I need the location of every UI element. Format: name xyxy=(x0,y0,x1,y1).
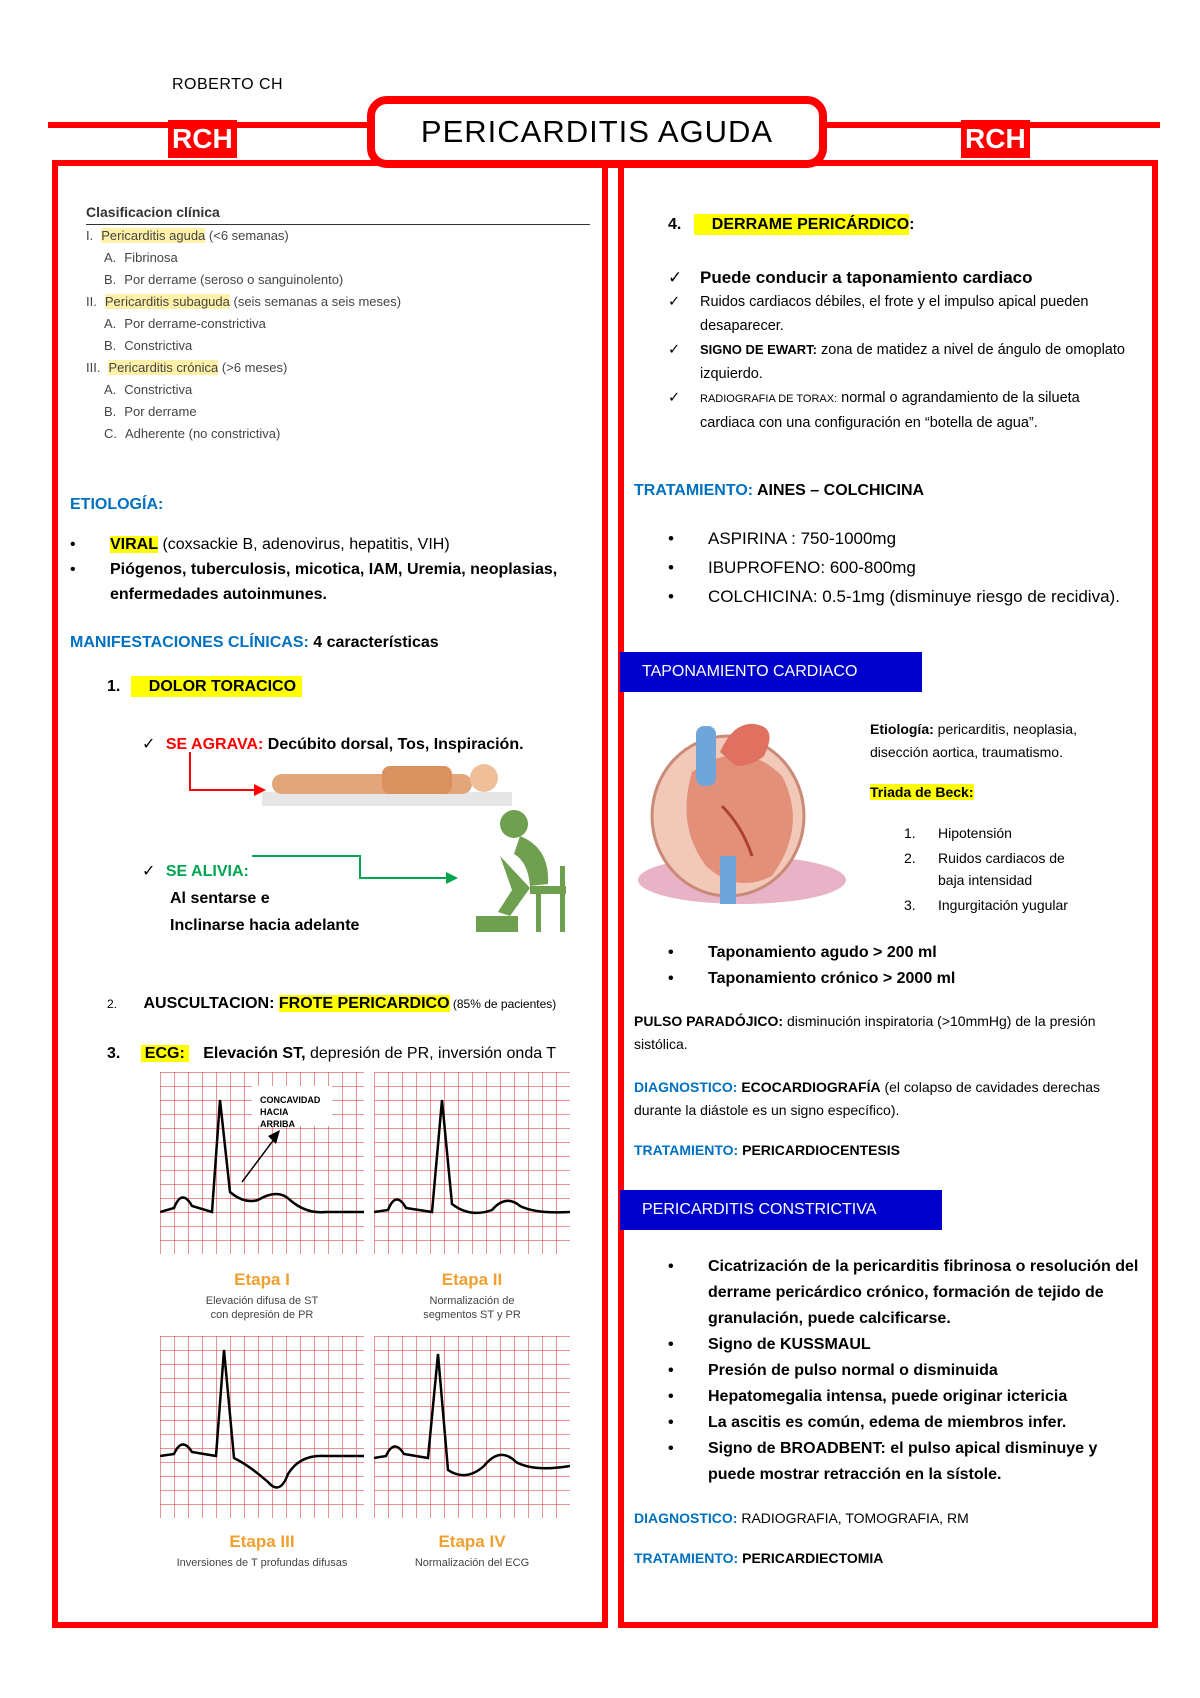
clasificacion-item xyxy=(86,335,590,357)
derrame-item: ✓ Puede conducir a taponamiento cardiaco xyxy=(668,266,1138,290)
clasificacion-item-num: B. xyxy=(104,404,117,419)
etapa-1-label: Etapa I xyxy=(234,1270,290,1289)
etapa-2-label: Etapa II xyxy=(441,1270,503,1289)
etapa-1-desc-line: Elevación difusa de ST xyxy=(205,1295,319,1307)
triada-item xyxy=(904,822,1144,844)
constrictiva-item: • Presión de pulso normal o disminuida xyxy=(668,1358,1148,1384)
sitting-person-illustration xyxy=(470,806,580,936)
ecg-rest: depresión de PR, inversión onda T xyxy=(305,1045,557,1062)
derrame-item: ✓ Ruidos cardiacos débiles, el frote y el impulso apical pueden desaparecer. xyxy=(668,290,1138,338)
ecg-panel-etapa-1 xyxy=(160,1072,364,1254)
ecg-panel-etapa-2 xyxy=(374,1072,570,1254)
taponamiento-bullet: • Taponamiento crónico > 2000 ml xyxy=(668,966,1138,992)
etiologia-item-text: Piógenos, tuberculosis, micotica, IAM, Uremia, neoplasias, enfermedades autoinmunes. xyxy=(110,561,558,603)
tratamiento-item: • IBUPROFENO: 600-800mg xyxy=(668,553,1138,582)
clasificacion-item-text: Pericarditis crónica xyxy=(108,360,219,375)
page-title-box xyxy=(367,96,827,168)
auscultacion xyxy=(107,995,556,1013)
constr-trat-label: TRATAMIENTO: xyxy=(634,1550,739,1566)
clasificacion-box xyxy=(86,200,590,445)
clasificacion-item-num: A. xyxy=(104,250,117,265)
clasificacion-item-rest: (<6 semanas) xyxy=(205,228,289,243)
triada-item-num: 1. xyxy=(904,825,916,841)
etiologia-label: ETIOLOGÍA: xyxy=(70,496,164,513)
constrictiva-item: • Cicatrización de la pericarditis fibrinosa o resolución del derrame pericárdico crónico, formación de tejido de granulación, puede calcificarse. xyxy=(668,1254,1148,1332)
clasificacion-list xyxy=(86,225,590,445)
etapa-2-desc-line: Normalización de xyxy=(429,1295,515,1307)
taponamiento-etiologia xyxy=(870,718,1132,764)
rx-text: normal o agrandamiento de la silueta cardiaca con una configuración en “botella de agua”. xyxy=(700,390,1080,431)
etapa-2-desc-line: segmentos ST y PR xyxy=(423,1309,521,1321)
etapa-3-desc: Inversiones de T profundas difusas xyxy=(176,1557,348,1569)
clasificacion-item xyxy=(86,247,590,269)
clasificacion-item-num: II. xyxy=(86,294,97,309)
taponamiento-bullet: • Taponamiento agudo > 200 ml xyxy=(668,940,1138,966)
clasificacion-item-num: B. xyxy=(104,338,117,353)
clasificacion-item xyxy=(86,313,590,335)
rx-label: RADIOGRAFIA DE TORAX: xyxy=(700,393,838,405)
triada-list xyxy=(904,822,1144,919)
constrictiva-bar: PERICARDITIS CONSTRICTIVA xyxy=(620,1190,942,1230)
diag-bold: ECOCARDIOGRAFÍA xyxy=(737,1079,881,1095)
triada-label: Triada de Beck: xyxy=(870,784,974,800)
ecg-panel-etapa-3 xyxy=(160,1336,364,1518)
etapa-3-label: Etapa III xyxy=(229,1532,295,1551)
clasificacion-item-rest: (seis semanas a seis meses) xyxy=(229,294,402,309)
pulso-label: PULSO PARADÓJICO: xyxy=(634,1013,784,1029)
triada-item-num: 3. xyxy=(904,897,916,913)
manifestaciones-label: MANIFESTACIONES CLÍNICAS: xyxy=(70,634,309,651)
ecg-trace-3 xyxy=(160,1336,364,1518)
pulso-paradojico xyxy=(634,1010,1144,1056)
dolor-toracico xyxy=(107,678,302,696)
triada-item xyxy=(904,847,1144,891)
clasificacion-item xyxy=(86,379,590,401)
clasificacion-item-text: Por derrame-constrictiva xyxy=(124,316,266,331)
tratamiento-value: AINES – COLCHICINA xyxy=(753,482,925,499)
clasificacion-item xyxy=(86,225,590,247)
triada-item-text: Ingurgitación yugular xyxy=(938,897,1068,913)
ecg-trace-4 xyxy=(374,1336,570,1518)
rch-logo-right: RCH xyxy=(961,120,1030,158)
author-name: ROBERTO CH xyxy=(172,76,284,93)
derrame-heading xyxy=(668,216,914,234)
etapa-4-label: Etapa IV xyxy=(438,1532,506,1551)
clasificacion-item-text: Constrictiva xyxy=(124,338,193,353)
etiologia-item xyxy=(70,557,590,607)
triada-label-wrap xyxy=(870,784,974,800)
derrame-num: 4. xyxy=(668,216,682,233)
clasificacion-item-rest: (seroso o sanguinolento) xyxy=(196,272,344,287)
lying-person-illustration xyxy=(262,752,512,810)
clasificacion-item-rest: (>6 meses) xyxy=(218,360,288,375)
tratamiento-list xyxy=(668,524,1138,611)
clasificacion-item-text: Pericarditis aguda xyxy=(101,228,206,243)
taponamiento-diagnostico xyxy=(634,1076,1144,1122)
clasificacion-item-num: C. xyxy=(104,426,117,441)
clasificacion-item-text: Por derrame xyxy=(124,272,197,287)
taponamiento-etiologia-label: Etiología: xyxy=(870,721,934,737)
etiologia-item-text: (coxsackie B, adenovirus, hepatitis, VIH) xyxy=(158,536,450,553)
etapa-4-desc: Normalización del ECG xyxy=(414,1557,530,1569)
triada-item-text: Ruidos cardiacos de baja intensidad xyxy=(938,850,1065,888)
derrame-item xyxy=(668,386,1138,435)
derrame-colon: : xyxy=(909,216,915,233)
constrictiva-item: • Signo de BROADBENT: el pulso apical disminuye y puede mostrar retracción en la sístole. xyxy=(668,1436,1148,1488)
dolor-label: DOLOR TORACICO xyxy=(131,676,302,697)
manifestaciones-rest: 4 características xyxy=(308,634,439,651)
ausc-rest: (85% de pacientes) xyxy=(449,997,557,1011)
clasificacion-item-rest: (no constrictiva) xyxy=(185,426,281,441)
clasificacion-item-text: Por derrame xyxy=(124,404,197,419)
etapa-1-desc xyxy=(160,1294,364,1322)
clasificacion-item-num: III. xyxy=(86,360,101,375)
constrictiva-tratamiento xyxy=(634,1550,883,1566)
clasificacion-item xyxy=(86,269,590,291)
alivia-line: Inclinarse hacia adelante xyxy=(170,917,360,934)
trat-label: TRATAMIENTO: xyxy=(634,1142,739,1158)
constrictiva-diagnostico xyxy=(634,1510,969,1526)
agrava-label: SE AGRAVA: xyxy=(165,736,264,753)
ausc-label: AUSCULTACION: xyxy=(143,995,279,1012)
check-icon: ✓ xyxy=(142,863,156,880)
ecg-highlight: ECG: xyxy=(141,1045,189,1062)
tratamiento-item: • COLCHICINA: 0.5-1mg (disminuye riesgo de recidiva). xyxy=(668,582,1138,611)
clasificacion-title: Clasificacion clínica xyxy=(86,200,590,225)
taponamiento-volumes xyxy=(668,940,1138,992)
taponamiento-etiologia-text: pericarditis, neoplasia, disección aortica, traumatismo. xyxy=(870,721,1077,760)
red-arrow-icon xyxy=(188,750,268,800)
etapa-1-desc-line: con depresión de PR xyxy=(210,1309,314,1321)
clasificacion-item xyxy=(86,423,590,445)
constrictiva-item: • La ascitis es común, edema de miembros infer. xyxy=(668,1410,1148,1436)
check-icon: ✓ xyxy=(142,736,156,753)
tratamiento-heading xyxy=(634,482,924,500)
clasificacion-item-num: I. xyxy=(86,228,94,243)
trat-value: PERICARDIOCENTESIS xyxy=(738,1142,901,1158)
ewart-label: SIGNO DE EWART: xyxy=(700,342,818,357)
constr-diag-value: RADIOGRAFIA, TOMOGRAFIA, RM xyxy=(737,1510,969,1526)
ecg-heading xyxy=(107,1045,556,1063)
heart-illustration xyxy=(632,716,852,912)
diag-label: DIAGNOSTICO: xyxy=(634,1079,738,1095)
dolor-num: 1. xyxy=(107,678,121,695)
derrame-list xyxy=(668,266,1138,435)
triada-item xyxy=(904,894,1144,916)
taponamiento-tratamiento xyxy=(634,1142,900,1158)
constr-trat-value: PERICARDIECTOMIA xyxy=(738,1550,884,1566)
diag-text: (el colapso de cavidades derechas durante la diástole es un signo específico). xyxy=(634,1079,1101,1118)
tratamiento-item: • ASPIRINA : 750-1000mg xyxy=(668,524,1138,553)
constrictiva-list xyxy=(668,1254,1148,1488)
etiologia-section xyxy=(70,496,590,607)
alivia-line: Al sentarse e xyxy=(170,890,270,907)
taponamiento-bar: TAPONAMIENTO CARDIACO xyxy=(620,652,922,692)
clasificacion-item-num: B. xyxy=(104,272,117,287)
triada-item-text: Hipotensión xyxy=(938,825,1012,841)
alivia-label: SE ALIVIA: xyxy=(165,863,249,880)
ausc-num: 2. xyxy=(107,997,118,1011)
rch-logo-left: RCH xyxy=(168,120,237,158)
derrame-title: DERRAME PERICÁRDICO xyxy=(694,214,909,235)
green-arrow-icon xyxy=(252,846,462,886)
clasificacion-item-text: Pericarditis subaguda xyxy=(104,294,230,309)
clasificacion-item-num: A. xyxy=(104,316,117,331)
ecg-trace-2 xyxy=(374,1072,570,1254)
clasificacion-item xyxy=(86,357,590,379)
viral-highlight: VIRAL xyxy=(110,536,158,553)
ecg-bold: Elevación ST, xyxy=(203,1045,306,1062)
tratamiento-label: TRATAMIENTO: xyxy=(634,482,754,499)
agrava-text: Decúbito dorsal, Tos, Inspiración. xyxy=(263,736,524,753)
concavidad-label: CONCAVIDAD HACIA ARRIBA xyxy=(260,1095,321,1129)
clasificacion-item-text: Fibrinosa xyxy=(124,250,178,265)
page-title: PERICARDITIS AGUDA xyxy=(420,114,774,149)
constr-diag-label: DIAGNOSTICO: xyxy=(634,1510,738,1526)
ecg-panel-etapa-4 xyxy=(374,1336,570,1518)
frote-highlight: FROTE PERICARDICO xyxy=(278,995,450,1012)
etapa-2-desc xyxy=(374,1294,570,1322)
pulso-text: disminución inspiratoria (>10mmHg) de la presión sistólica. xyxy=(634,1013,1096,1052)
triada-item-num: 2. xyxy=(904,850,916,866)
clasificacion-item xyxy=(86,291,590,313)
clasificacion-item-text: Adherente xyxy=(125,426,185,441)
clasificacion-item-text: Constrictiva xyxy=(124,382,193,397)
clasificacion-item-num: A. xyxy=(104,382,117,397)
ewart-text: zona de matidez a nivel de ángulo de omoplato izquierdo. xyxy=(700,342,1125,382)
constrictiva-item: • Signo de KUSSMAUL xyxy=(668,1332,1148,1358)
constrictiva-item: • Hepatomegalia intensa, puede originar ictericia xyxy=(668,1384,1148,1410)
ecg-num: 3. xyxy=(107,1045,121,1062)
etiologia-item xyxy=(70,532,590,557)
manifestaciones-heading xyxy=(70,634,439,652)
derrame-item xyxy=(668,338,1138,386)
clasificacion-item xyxy=(86,401,590,423)
